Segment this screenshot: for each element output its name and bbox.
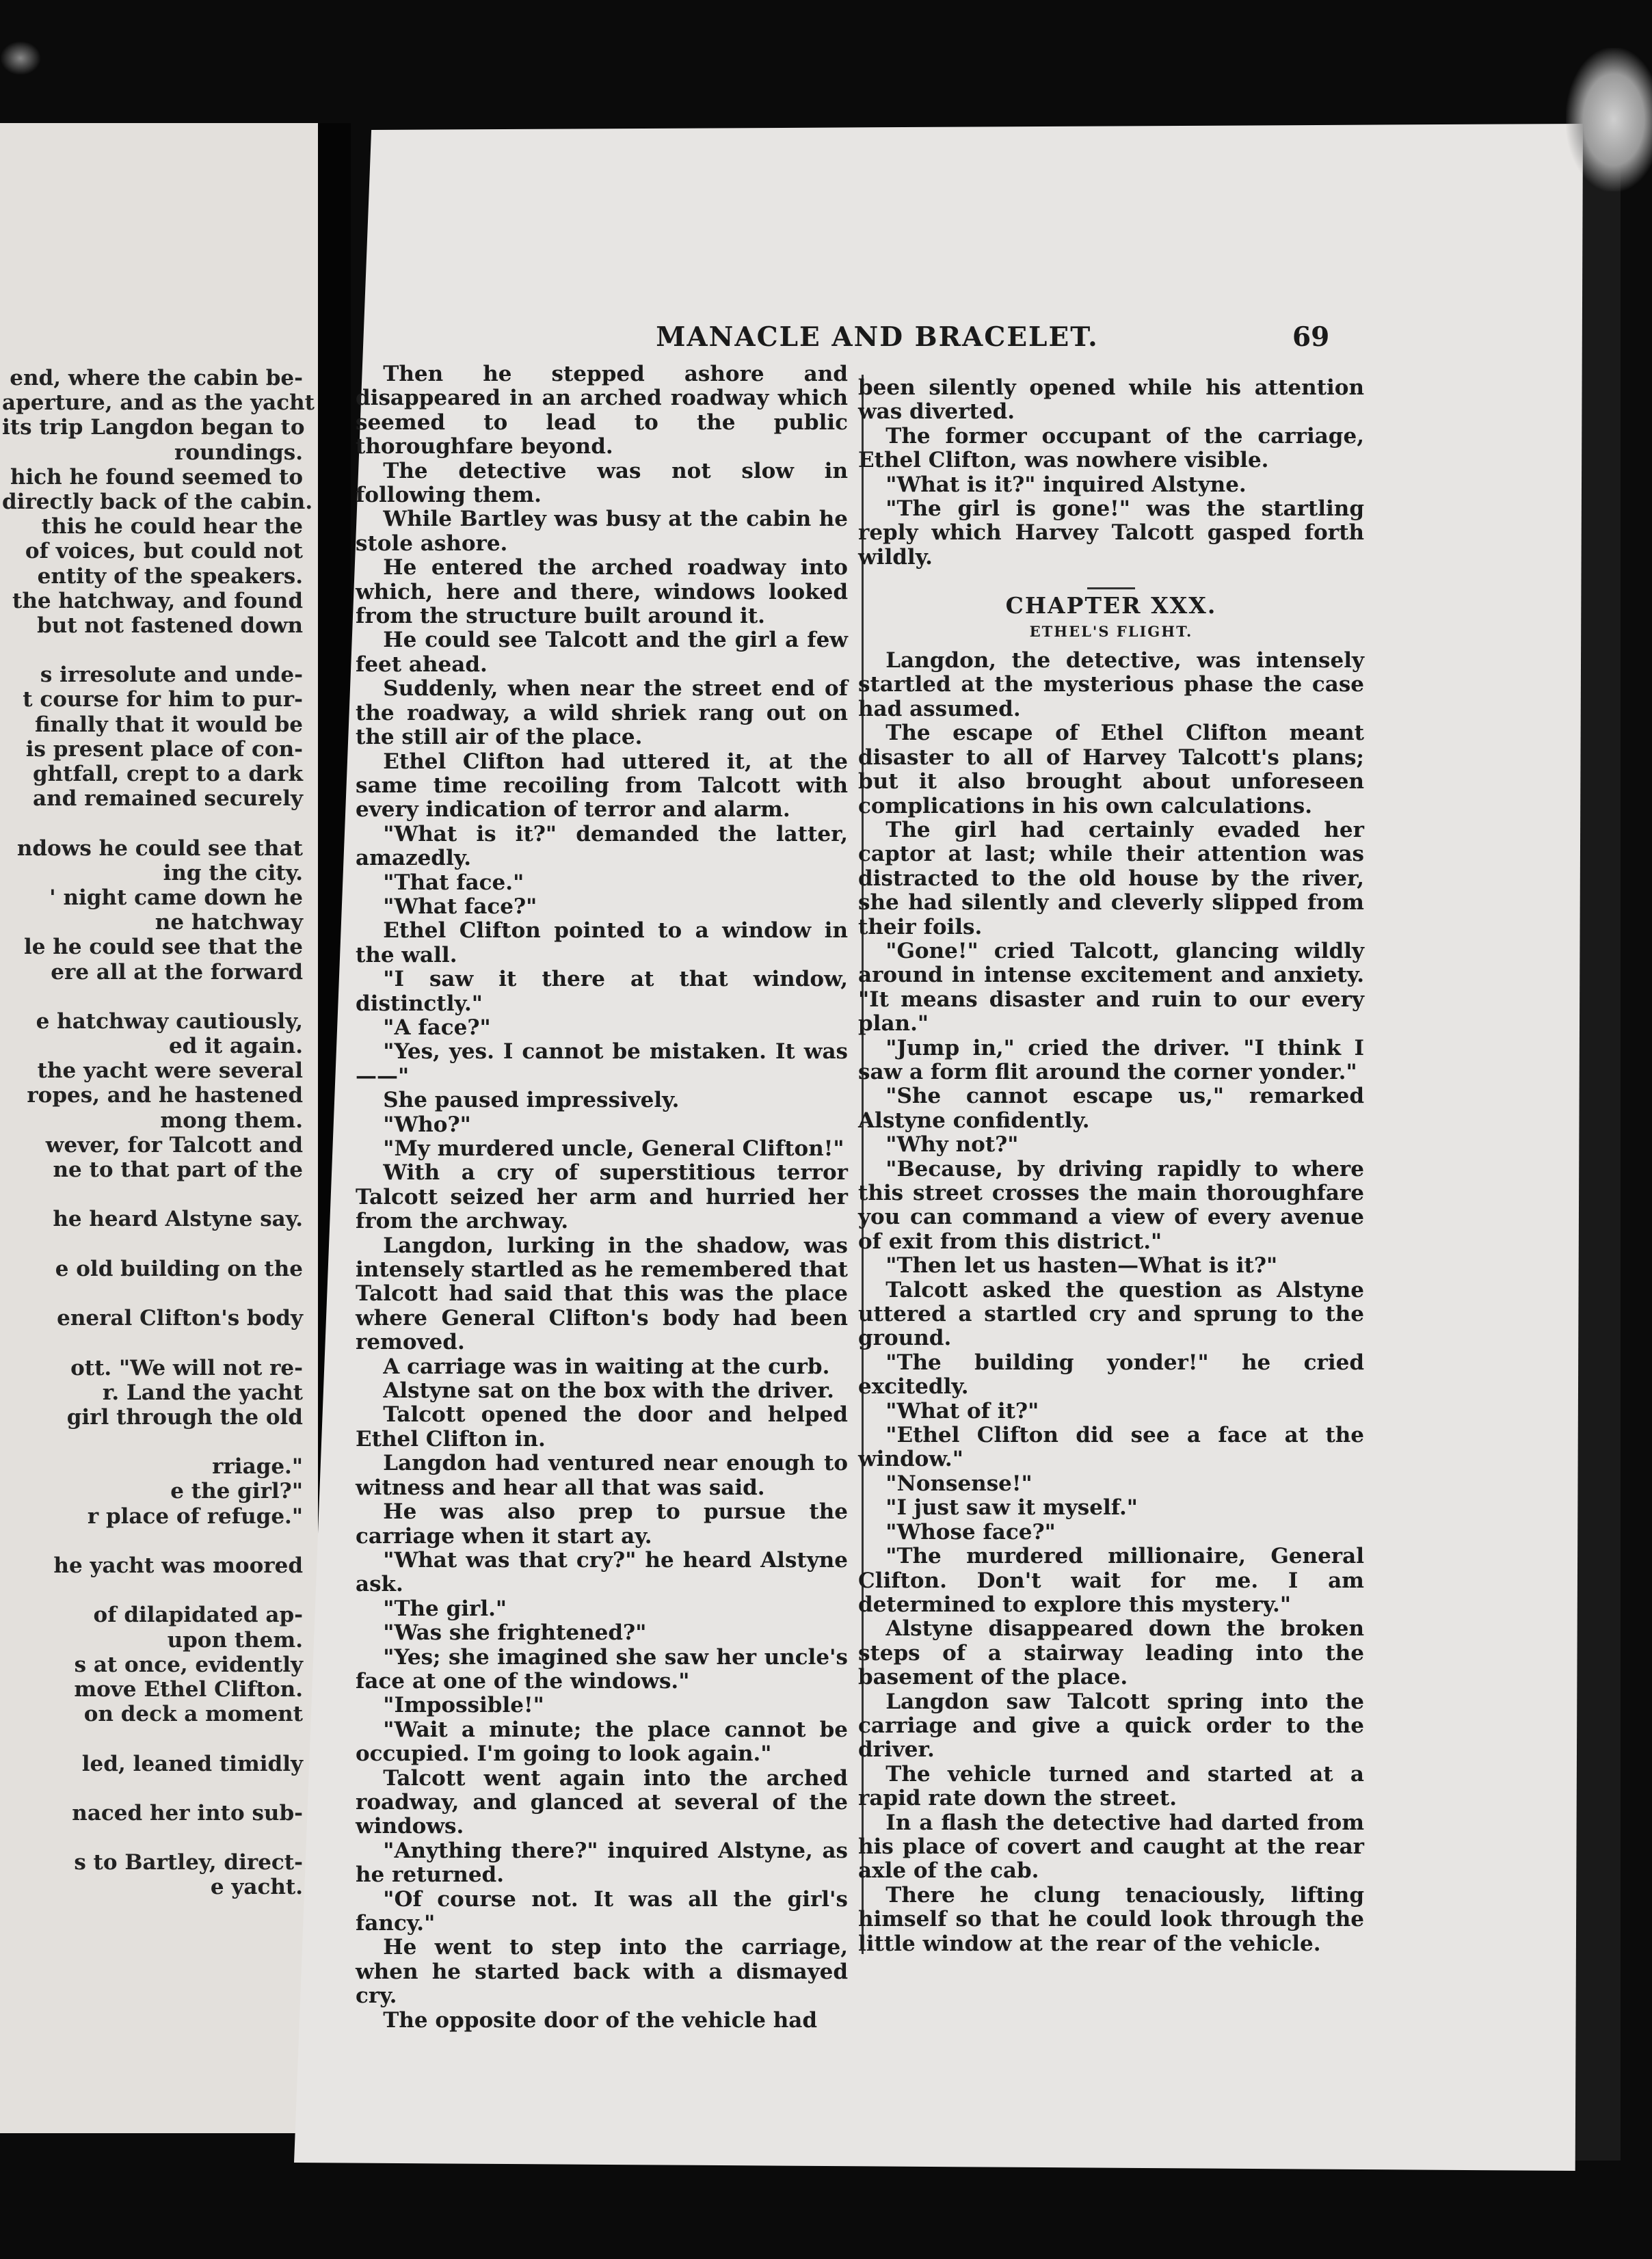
paragraph: "Whose face?": [885, 1519, 1056, 1545]
previous-page-line: r place of refuge.": [87, 1503, 303, 1529]
paragraph: In a flash the detective had darted from his place of covert and caught at the rear axle of the cab.: [858, 1810, 1364, 1884]
previous-page-line: he heard Alstyne say.: [53, 1207, 303, 1232]
scan-blot: [1566, 48, 1652, 191]
previous-page-line: [2, 1776, 303, 1801]
previous-page-line: hich he found seemed to: [10, 464, 303, 490]
previous-page-line: its trip Langdon began to: [2, 415, 305, 440]
previous-page-line: s irresolute and unde-: [40, 663, 303, 688]
paragraph: "A face?": [383, 1015, 491, 1040]
previous-page-line: finally that it would be: [34, 712, 303, 737]
paragraph: He went to step into the carriage, when he started back with a dismayed cry.: [356, 1935, 848, 2009]
paragraph: "Was she frightened?": [383, 1620, 647, 1646]
previous-page-line: mong them.: [160, 1108, 303, 1133]
paragraph: A carriage was in waiting at the curb.: [383, 1354, 830, 1379]
previous-page-line: entity of the speakers.: [37, 563, 303, 589]
paragraph: "Because, by driving rapidly to where this street crosses the main thoroughfare you can command a view of every avenue of exit from this district.": [858, 1156, 1364, 1254]
previous-page-line: aperture, and as the yacht: [2, 390, 315, 416]
previous-page-line: girl through the old: [66, 1404, 303, 1430]
right-column: [858, 376, 1364, 1956]
paragraph: She paused impressively.: [383, 1088, 680, 1113]
previous-page-line: of voices, but could not: [25, 539, 303, 564]
paragraph: Talcott went again into the arched roadway, and glanced at several of the windows.: [356, 1765, 848, 1839]
paragraph: "Yes, yes. I cannot be mistaken. It was——": [356, 1039, 848, 1088]
previous-page-line: eneral Clifton's body: [57, 1306, 303, 1331]
previous-page-line: t course for him to pur-: [23, 687, 303, 712]
previous-page-line: [2, 1529, 303, 1553]
paragraph: Langdon, the detective, was intensely startled at the mysterious phase the case had assumed.: [858, 648, 1364, 721]
paragraph: Langdon had ventured near enough to witness and hear all that was said.: [356, 1451, 848, 1500]
paragraph: "What is it?" inquired Alstyne.: [885, 472, 1247, 497]
previous-page-line: and remained securely: [33, 786, 303, 812]
previous-page-line: [2, 1331, 303, 1355]
paragraph: "Anything there?" inquired Alstyne, as he returned.: [356, 1838, 848, 1888]
chapter-title: CHAPTER XXX.: [1005, 592, 1217, 619]
previous-page-line: ott. "We will not re-: [70, 1355, 303, 1380]
previous-page-line: [2, 1826, 303, 1850]
paragraph: He entered the arched roadway into which, here and there, windows looked from the structure built around it.: [356, 555, 848, 629]
paragraph: There he clung tenaciously, lifting himself so that he could look through the little window at the rear of the vehicle.: [858, 1882, 1364, 1956]
previous-page-line: r. Land the yacht: [102, 1380, 303, 1405]
paragraph: Ethel Clifton had uttered it, at the same time recoiling from Talcott with every indication of terror and alarm.: [356, 749, 848, 823]
left-column: [356, 362, 848, 2033]
previous-page-line: [2, 1578, 303, 1603]
previous-page-line: [2, 1430, 303, 1454]
paragraph: Alstyne sat on the box with the driver.: [383, 1378, 834, 1404]
previous-page-line: e the girl?": [170, 1479, 303, 1504]
paragraph: The opposite door of the vehicle had: [383, 2007, 818, 2033]
paragraph: "Why not?": [885, 1132, 1019, 1158]
previous-page-line: move Ethel Clifton.: [74, 1676, 303, 1702]
chapter-rule: [1087, 587, 1135, 589]
previous-page-line: ' night came down he: [49, 885, 303, 910]
paragraph: Alstyne disappeared down the broken steps of a stairway leading into the basement of the place.: [858, 1616, 1364, 1690]
previous-page-text: [2, 366, 315, 1900]
previous-page-line: ropes, and he hastened: [27, 1083, 303, 1108]
previous-page-line: upon them.: [167, 1627, 303, 1653]
paragraph: "Of course not. It was all the girl's fancy.": [356, 1886, 848, 1936]
previous-page-line: ere all at the forward: [51, 959, 303, 985]
previous-page-line: [2, 1182, 303, 1207]
previous-page-line: [2, 1232, 303, 1257]
paragraph: "What was that cry?" he heard Alstyne ask.: [356, 1547, 848, 1597]
paragraph: The former occupant of the carriage, Ethel Clifton, was nowhere visible.: [858, 423, 1364, 473]
paragraph: Then he stepped ashore and disappeared in an arched roadway which seemed to lead to the public thoroughfare beyond.: [356, 362, 848, 459]
right-column-chapter-text: [858, 649, 1364, 1956]
previous-page-line: but not fastened down: [37, 613, 303, 638]
paragraph: "What face?": [383, 894, 537, 919]
previous-page-line: ndows he could see that: [16, 836, 303, 861]
previous-page-line: led, leaned timidly: [81, 1751, 303, 1776]
paragraph: "Wait a minute; the place cannot be occupied. I'm going to look again.": [356, 1717, 848, 1767]
previous-page-line: roundings.: [174, 440, 303, 465]
previous-page-line: le he could see that the: [23, 935, 303, 960]
previous-page-line: the yacht were several: [37, 1058, 303, 1084]
previous-page-line: end, where the cabin be-: [10, 366, 303, 390]
paragraph: "Who?": [383, 1112, 471, 1137]
paragraph: The detective was not slow in following them.: [356, 458, 848, 508]
paragraph: "She cannot escape us," remarked Alstyne confidently.: [858, 1084, 1364, 1133]
paragraph: "My murdered uncle, General Clifton!": [383, 1136, 844, 1161]
previous-page-line: directly back of the cabin.: [2, 489, 313, 514]
previous-page-line: [2, 638, 303, 663]
running-title: MANACLE AND BRACELET.: [656, 321, 1099, 353]
previous-page-line: s to Bartley, direct-: [74, 1850, 303, 1875]
previous-page-line: this he could hear the: [41, 514, 303, 539]
paragraph: "Then let us hasten—What is it?": [885, 1253, 1278, 1279]
paragraph: With a cry of superstitious terror Talcott seized her arm and hurried her from the archway.: [356, 1160, 848, 1234]
paragraph: "I just saw it myself.": [885, 1495, 1138, 1521]
scan-speck: [0, 41, 41, 75]
paragraph: "I saw it there at that window, distinctly.": [356, 967, 848, 1016]
paragraph: He could see Talcott and the girl a few feet ahead.: [356, 628, 848, 677]
paragraph: been silently opened while his attention was diverted.: [858, 375, 1364, 425]
previous-page-line: e hatchway cautiously,: [36, 1008, 303, 1034]
paragraph: Talcott opened the door and helped Ethel Clifton in.: [356, 1402, 848, 1452]
paragraph: The escape of Ethel Clifton meant disaster to all of Harvey Talcott's plans; but it also brought about unforeseen complications in his own calculations.: [858, 721, 1364, 818]
paragraph: "Impossible!": [383, 1693, 544, 1718]
paragraph: "The girl.": [383, 1596, 507, 1621]
previous-page-line: the hatchway, and found: [12, 588, 303, 613]
previous-page-line: [2, 1281, 303, 1306]
paragraph: "The building yonder!" he cried excitedly.: [858, 1350, 1364, 1400]
paragraph: Talcott asked the question as Alstyne uttered a startled cry and sprung to the ground.: [858, 1277, 1364, 1351]
paragraph: Ethel Clifton pointed to a window in the wall.: [356, 918, 848, 967]
page-number: 69: [1292, 321, 1330, 353]
chapter-subtitle: ETHEL'S FLIGHT.: [1029, 622, 1193, 640]
previous-page-line: ne to that part of the: [53, 1158, 303, 1182]
right-column-opening: [858, 376, 1364, 570]
previous-page-line: on deck a moment: [83, 1702, 303, 1727]
paragraph: He was also prep to pursue the carriage when it start ay.: [356, 1499, 848, 1549]
previous-page-line: rriage.": [212, 1454, 303, 1480]
paragraph: "The girl is gone!" was the startling reply which Harvey Talcott gasped forth wildly.: [858, 496, 1364, 570]
paragraph: "What of it?": [885, 1398, 1039, 1423]
paragraph: "The murdered millionaire, General Clifton. Don't wait for me. I am determined to explore this mystery.": [858, 1544, 1364, 1617]
paragraph: The girl had certainly evaded her captor at last; while their attention was distracted to the old house by the river, she had silently and cleverly slipped from their foils.: [858, 817, 1364, 939]
previous-page-line: is present place of con-: [25, 736, 303, 762]
paragraph: "Nonsense!": [885, 1471, 1032, 1496]
paragraph: Langdon, lurking in the shadow, was intensely startled as he remembered that Talcott had said that this was the place where General Clifton's body had been removed.: [356, 1233, 848, 1355]
paragraph: "Gone!" cried Talcott, glancing wildly around in intense excitement and anxiety. "It means disaster and ruin to our every plan.": [858, 938, 1364, 1037]
previous-page-line: [2, 1726, 303, 1751]
paragraph: "That face.": [383, 870, 524, 895]
previous-page-line: he yacht was moored: [53, 1553, 303, 1578]
previous-page-line: [2, 811, 303, 836]
previous-page-line: of dilapidated ap-: [93, 1603, 303, 1628]
paragraph: "Ethel Clifton did see a face at the window.": [858, 1423, 1364, 1472]
previous-page-fragment: [0, 123, 318, 2133]
paragraph: "What is it?" demanded the latter, amazedly.: [356, 821, 848, 871]
previous-page-line: ing the city.: [163, 860, 303, 885]
paragraph: While Bartley was busy at the cabin he stole ashore.: [356, 507, 848, 556]
paragraph: "Jump in," cried the driver. "I think I saw a form flit around the corner yonder.": [858, 1035, 1364, 1084]
previous-page-line: naced her into sub-: [72, 1800, 303, 1826]
previous-page-line: wever, for Talcott and: [45, 1132, 303, 1158]
paragraph: The vehicle turned and started at a rapid rate down the street.: [858, 1761, 1364, 1811]
previous-page-line: ghtfall, crept to a dark: [32, 762, 303, 786]
previous-page-line: ed it again.: [168, 1034, 303, 1059]
paragraph: Suddenly, when near the street end of the roadway, a wild shriek rang out on the still air of the place.: [356, 676, 848, 750]
previous-page-line: e yacht.: [210, 1875, 303, 1900]
previous-page-line: ne hatchway: [155, 910, 303, 935]
previous-page-line: s at once, evidently: [74, 1652, 303, 1677]
paragraph: "Yes; she imagined she saw her uncle's face at one of the windows.": [356, 1644, 848, 1694]
previous-page-line: [2, 985, 303, 1009]
paragraph: Langdon saw Talcott spring into the carriage and give a quick order to the driver.: [858, 1689, 1364, 1763]
previous-page-line: e old building on the: [55, 1256, 303, 1281]
